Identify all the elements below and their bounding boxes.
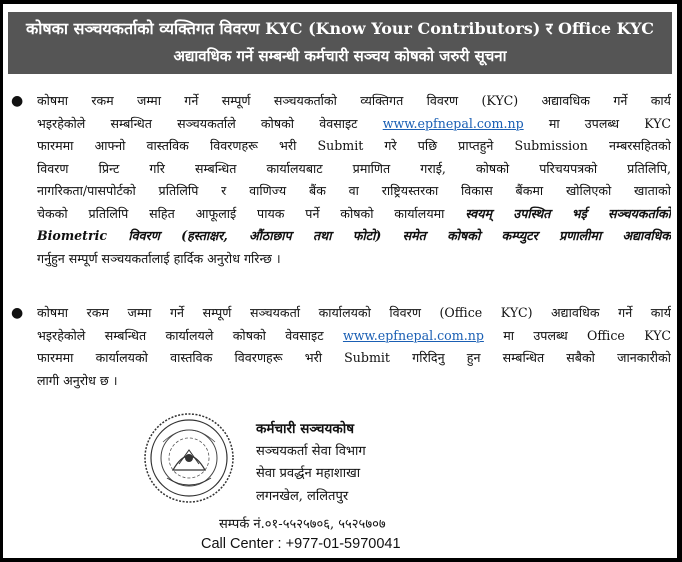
- website-link[interactable]: www.epfnepal.com.np: [382, 115, 524, 131]
- notice1-line3: फारममा आफ्नो वास्तविक विवरणहरू भरी Submit गरे पछि प्राप्तहुने Submission नम्बरसहितको: [37, 138, 671, 153]
- notice1-line5: नागरिकता/पासपोर्टको प्रतिलिपि र वाणिज्य बैंक वा राष्ट्रियस्तरका विकास बैंकमा खोलिएको खाताको: [37, 183, 671, 198]
- notice-item-1: [11, 90, 671, 270]
- notice-page: [3, 4, 677, 558]
- notice2-line2: भइरहेकोले सम्बन्धित कार्यालयले कोषको वेवसाइट www.epfnepal.com.np मा उपलब्ध Office KYC: [37, 327, 671, 343]
- notice1-line1: कोषमा रकम जम्मा गर्ने सम्पूर्ण सञ्चयकर्ताको व्यक्तिगत विवरण (KYC) अद्यावधिक गर्ने कार्य: [37, 93, 671, 108]
- header-line-1: कोषका सञ्चयकर्ताको व्यक्तिगत विवरण KYC (Know Your Contributors) र Office KYC: [25, 19, 655, 38]
- notice2-line1: कोषमा रकम जम्मा गर्ने सम्पूर्ण सञ्चयकर्ता कार्यालयको विवरण (Office KYC) अद्यावधिक गर्ने कार्य: [37, 305, 671, 320]
- bullet-icon: ●: [11, 93, 24, 109]
- contact-numbers: सम्पर्क नं.०१-५५२५७०६, ५५२५७०७: [219, 517, 386, 532]
- notice1-line7: Biometric विवरण (हस्ताक्षर, औंठाछाप तथा फोटो) समेत कोषको कम्प्युटर प्रणालीमा अद्यावधिक: [37, 228, 671, 243]
- notice2-line4: लागी अनुरोध छ ।: [37, 372, 118, 388]
- call-center: Call Center : +977-01-5970041: [201, 536, 401, 552]
- epf-seal-icon: [143, 412, 235, 504]
- notice1-line2: भइरहेकोले सम्बन्धित सञ्चयकर्ताले कोषको वेवसाइट www.epfnepal.com.np मा उपलब्ध KYC: [37, 115, 671, 131]
- bullet-icon: ●: [11, 305, 24, 321]
- office-block: [256, 418, 366, 508]
- office-dept: सञ्चयकर्ता सेवा विभाग: [256, 443, 366, 459]
- notice1-line6: चेकको प्रतिलिपि सहित आफूलाई पायक पर्ने कोषको कार्यालयमा स्वयम् उपस्थित भई सञ्चयकर्ताको: [37, 205, 671, 221]
- notice1-line4: विवरण प्रिन्ट गरि सम्बन्धित कार्यालयबाट प्रमाणित गराई, कोषको परिचयपत्रको प्रतिलिपि,: [37, 160, 671, 176]
- office-name: कर्मचारी सञ्चयकोष: [256, 421, 354, 437]
- website-link[interactable]: www.epfnepal.com.np: [342, 327, 484, 343]
- header-line-2: अद्यावधिक गर्ने सम्बन्धी कर्मचारी सञ्चय कोषको जरुरी सूचना: [173, 47, 507, 65]
- notice2-line3: फारममा कार्यालयको वास्तविक विवरणहरू भरी Submit गरिदिनु हुन सम्बन्धित सबैको जानकारीको: [37, 350, 671, 365]
- notice-header: [8, 12, 672, 74]
- office-address: लगनखेल, ललितपुर: [256, 488, 349, 504]
- office-branch: सेवा प्रवर्द्धन महाशाखा: [256, 466, 361, 481]
- notice-item-2: [11, 302, 671, 392]
- notice1-line8: गर्नुहुन सम्पूर्ण सञ्चयकर्तालाई हार्दिक अनुरोध गरिन्छ ।: [37, 250, 281, 266]
